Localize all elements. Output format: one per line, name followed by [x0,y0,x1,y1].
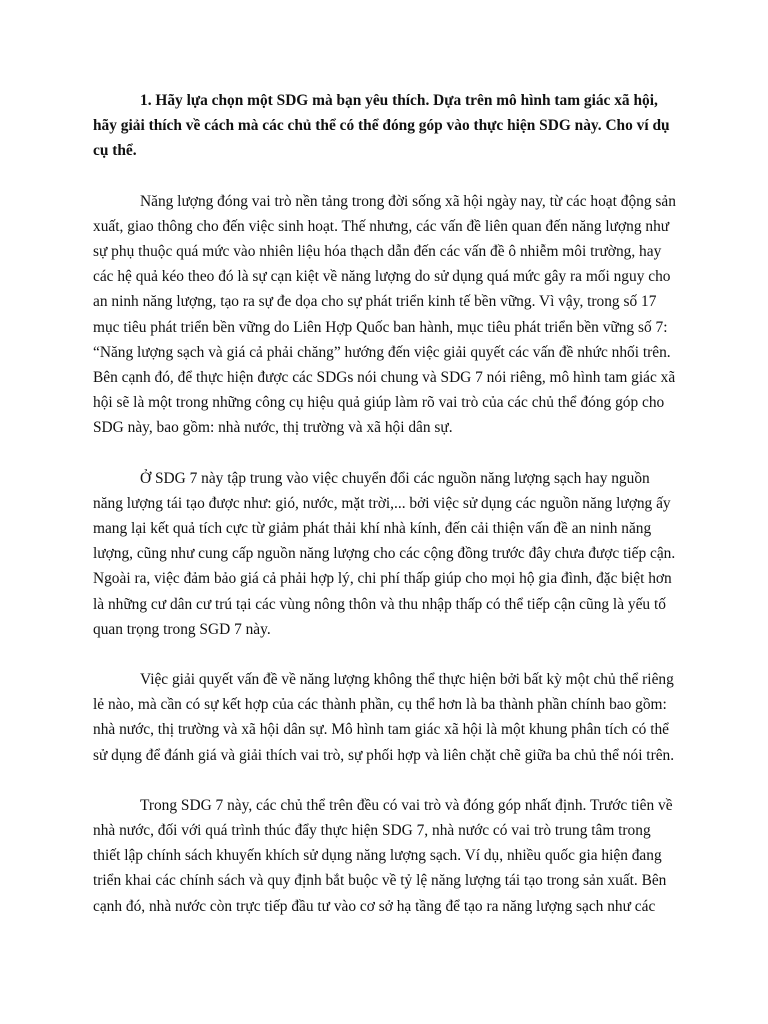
paragraph-intro: Năng lượng đóng vai trò nền tảng trong đời sống xã hội ngày nay, từ các hoạt động sản xuất, giao thông cho đến việc sinh hoạt. Thế nhưng, các vấn đề liên quan đến năng lượng như sự phụ thuộc quá mức vào nhiên liệu hóa thạch dẫn đến các vấn đề ô nhiễm môi trường, hay các hệ quả kéo theo đó là sự cạn kiệt về năng lượng do sử dụng quá mức gây ra mối nguy cho an ninh năng lượng, tạo ra sự đe dọa cho sự phát triển kinh tế bền vững. Vì vậy, trong số 17 mục tiêu phát triển bền vững do Liên Hợp Quốc ban hành, mục tiêu phát triển bền vững số 7: “Năng lượng sạch và giá cả phải chăng” hướng đến việc giải quyết các vấn đề nhức nhối trên. Bên cạnh đó, để thực hiện được các SDGs nói chung và SDG 7 nói riêng, mô hình tam giác xã hội sẽ là một trong những công cụ hiệu quả giúp làm rõ vai trò của các chủ thể đóng góp cho SDG này, bao gồm: nhà nước, thị trường và xã hội dân sự. [93,192,676,437]
paragraph-social-triangle: Việc giải quyết vấn đề về năng lượng không thể thực hiện bởi bất kỳ một chủ thể riêng lẻ nào, mà cần có sự kết hợp của các thành phần, cụ thể hơn là ba thành phần chính bao gồm: nhà nước, thị trường và xã hội dân sự. Mô hình tam giác xã hội là một khung phân tích có thể sử dụng để đánh giá và giải thích vai trò, sự phối hợp và liên chặt chẽ giữa ba chủ thể nói trên. [93,671,675,764]
question-heading: 1. Hãy lựa chọn một SDG mà bạn yêu thích. Dựa trên mô hình tam giác xã hội, hãy giải thích về cách mà các chủ thể có thể đóng góp vào thực hiện SDG này. Cho ví dụ cụ thể. [93,92,670,160]
paragraph-state-role: Trong SDG 7 này, các chủ thể trên đều có vai trò và đóng góp nhất định. Trước tiên về nhà nước, đối với quá trình thúc đẩy thực hiện SDG 7, nhà nước có vai trò trung tâm trong thiết lập chính sách khuyến khích sử dụng năng lượng sạch. Ví dụ, nhiều quốc gia hiện đang triển khai các chính sách và quy định bắt buộc về tỷ lệ năng lượng tái tạo trong sản xuất. Bên cạnh đó, nhà nước còn trực tiếp đầu tư vào cơ sở hạ tầng để tạo ra năng lượng sạch như các [93,796,673,915]
document-body [93,88,677,944]
paragraph-sdg7-focus: Ở SDG 7 này tập trung vào việc chuyển đổi các nguồn năng lượng sạch hay nguồn năng lượng tái tạo được như: gió, nước, mặt trời,... bởi việc sử dụng các nguồn năng lượng ấy mang lại kết quả tích cực từ giảm phát thải khí nhà kính, đến cải thiện vấn đề an ninh năng lượng, cũng như cung cấp nguồn năng lượng cho các cộng đồng trước đây chưa được tiếp cận. Ngoài ra, việc đảm bảo giá cả phải hợp lý, chi phí thấp giúp cho mọi hộ gia đình, đặc biệt hơn là những cư dân cư trú tại các vùng nông thôn và thu nhập thấp có thể tiếp cận cũng là yếu tố quan trọng trong SGD 7 này. [93,469,676,638]
